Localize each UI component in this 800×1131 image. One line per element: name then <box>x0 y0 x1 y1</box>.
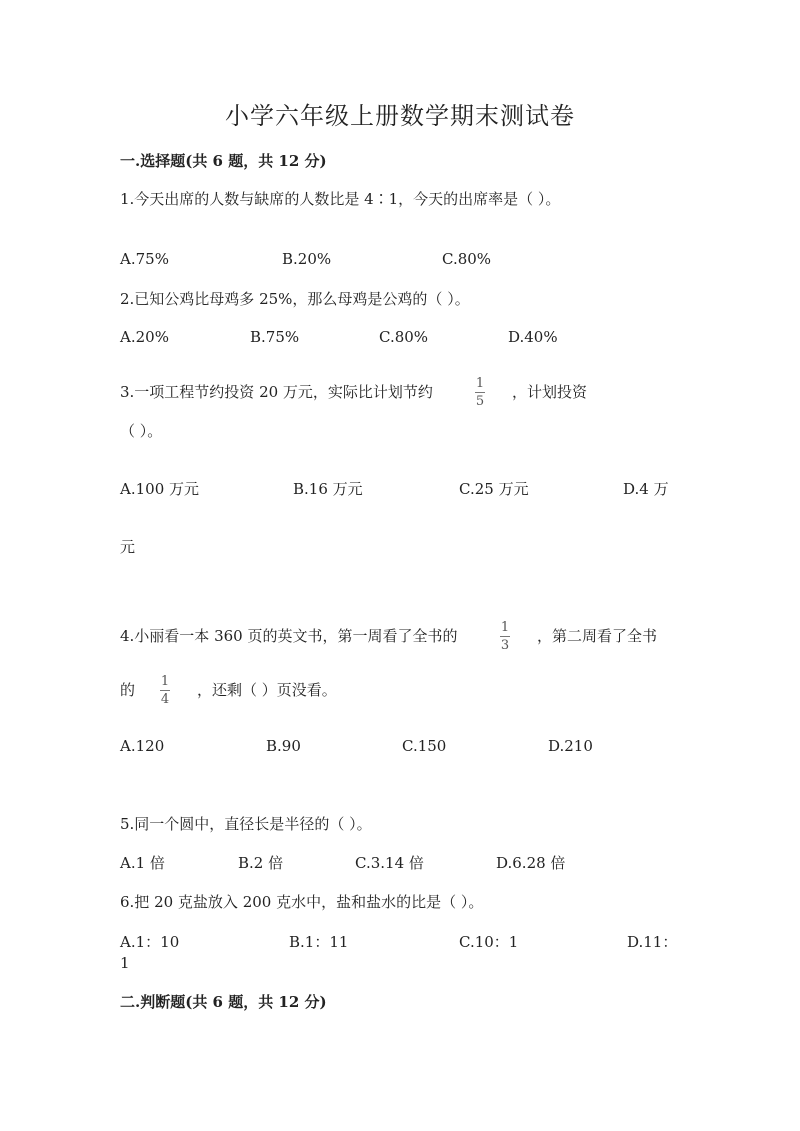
question-1-option-a: A.75% <box>120 250 169 268</box>
question-6-option-a: A.1：10 <box>120 933 180 951</box>
question-1-option-c: C.80% <box>442 250 492 268</box>
section-heading-choice: 一.选择题(共 6 题，共 12 分) <box>120 152 327 170</box>
question-2-text: 2.已知公鸡比母鸡多 25%，那么母鸡是公鸡的（ ）。 <box>120 290 470 308</box>
question-3-option-d: D.4 万 <box>623 480 669 498</box>
fraction-bar <box>160 690 170 691</box>
fraction-numerator: 1 <box>160 674 170 689</box>
question-6-option-d: D.11： <box>627 933 678 951</box>
question-3-blank: （ ）。 <box>120 422 163 440</box>
question-4-option-b: B.90 <box>266 737 301 755</box>
fraction-denominator: 4 <box>160 692 170 707</box>
page-title: 小学六年级上册数学期末测试卷 <box>225 102 575 130</box>
fraction-denominator: 3 <box>500 638 510 653</box>
question-2-option-a: A.20% <box>120 328 169 346</box>
question-6-option-b: B.1：11 <box>289 933 349 951</box>
question-5-option-c: C.3.14 倍 <box>355 854 424 872</box>
question-6-text: 6.把 20 克盐放入 200 克水中，盐和盐水的比是（ ）。 <box>120 893 484 911</box>
question-6-option-d-wrap: 1 <box>120 954 130 972</box>
question-5-text: 5.同一个圆中，直径长是半径的（ ）。 <box>120 815 372 833</box>
question-4-text-de: 的 <box>120 681 136 699</box>
fraction-bar <box>475 392 485 393</box>
question-2-option-c: C.80% <box>379 328 429 346</box>
question-5-option-a: A.1 倍 <box>120 854 165 872</box>
question-4-option-d: D.210 <box>548 737 593 755</box>
question-2-option-b: B.75% <box>250 328 300 346</box>
question-3-option-a: A.100 万元 <box>120 480 199 498</box>
question-3-option-c: C.25 万元 <box>459 480 529 498</box>
question-3-text-start: 3.一项工程节约投资 20 万元，实际比计划节约 <box>120 383 433 401</box>
question-6-option-c: C.10：1 <box>459 933 519 951</box>
section-heading-judgment: 二.判断题(共 6 题，共 12 分) <box>120 993 327 1011</box>
question-3-text-end: ，计划投资 <box>512 383 588 401</box>
fraction-numerator: 1 <box>500 620 510 635</box>
question-4-option-c: C.150 <box>402 737 447 755</box>
question-3-option-d-wrap: 元 <box>120 538 136 556</box>
question-4-text-mid: ，第二周看了全书 <box>537 627 658 645</box>
question-5-option-b: B.2 倍 <box>238 854 284 872</box>
question-4-fraction-1 <box>500 620 510 653</box>
question-4-option-a: A.120 <box>120 737 165 755</box>
question-1-text: 1.今天出席的人数与缺席的人数比是 4∶1，今天的出席率是（ ）。 <box>120 190 561 208</box>
question-3-fraction <box>475 376 485 409</box>
question-5-option-d: D.6.28 倍 <box>496 854 566 872</box>
fraction-numerator: 1 <box>475 376 485 391</box>
question-4-text-end: ，还剩（ ）页没看。 <box>197 681 337 699</box>
question-4-text-start: 4.小丽看一本 360 页的英文书，第一周看了全书的 <box>120 627 458 645</box>
question-3-option-b: B.16 万元 <box>293 480 363 498</box>
question-4-fraction-2 <box>160 674 170 707</box>
fraction-bar <box>500 636 510 637</box>
question-2-option-d: D.40% <box>508 328 558 346</box>
question-1-option-b: B.20% <box>282 250 332 268</box>
fraction-denominator: 5 <box>475 394 485 409</box>
